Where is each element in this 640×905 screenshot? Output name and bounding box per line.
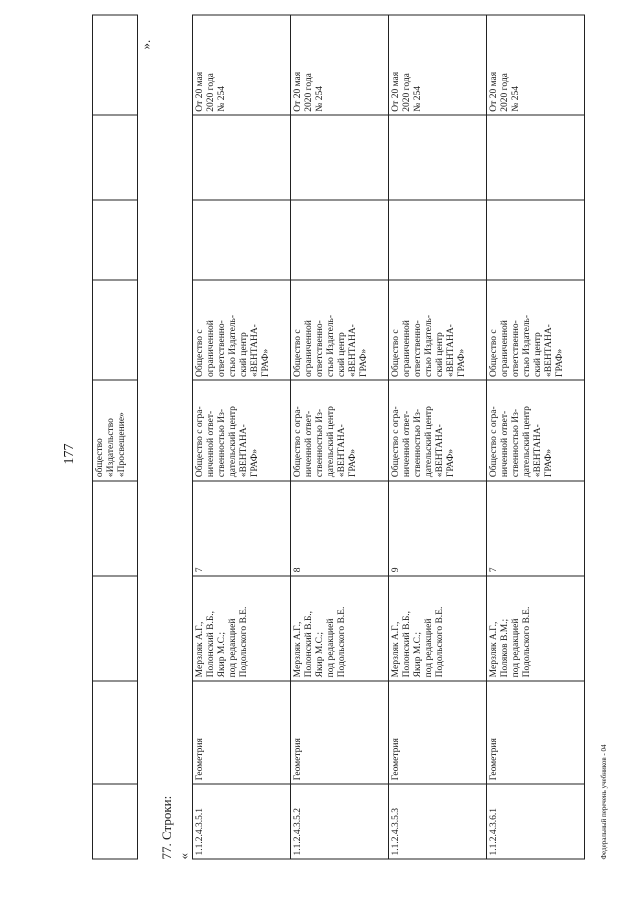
row-publisher-2: Общество с ограниченной ответственно- стью Издатель- ский центр «ВЕНТАНА- ГРАФ» xyxy=(389,280,487,380)
row-date: От 20 мая 2020 года № 254 xyxy=(487,15,585,115)
continuation-table xyxy=(92,15,138,860)
page-number: 177 xyxy=(62,443,77,465)
row-authors: Мерзляк А.Г., Полонский В.Б., Якир М.С.; под редакцией Подольского В.Е. xyxy=(291,576,389,681)
row-authors: Мерзляк А.Г., Полонский В.Б., Якир М.С.; под редакцией Подольского В.Е. xyxy=(389,576,487,681)
row-subject: Геометрия xyxy=(389,681,487,784)
row-date: От 20 мая 2020 года № 254 xyxy=(389,15,487,115)
table-row xyxy=(193,15,291,859)
row-grade: 8 xyxy=(291,481,389,576)
row-subject: Геометрия xyxy=(487,681,585,784)
row-code: 1.1.2.4.3.5.2 xyxy=(291,784,389,859)
row-date: От 20 мая 2020 года № 254 xyxy=(291,15,389,115)
table-row xyxy=(487,15,585,859)
section-title: 77. Строки: xyxy=(159,795,174,860)
row-subject: Геометрия xyxy=(193,681,291,784)
row-publisher: Общество с огра- ниченной ответ- ственностью Из- дательский центр «ВЕНТАНА- ГРАФ» xyxy=(487,380,585,480)
row-publisher: Общество с огра- ниченной ответ- ственностью Из- дательский центр «ВЕНТАНА- ГРАФ» xyxy=(193,380,291,480)
row-code: 1.1.2.4.3.5.1 xyxy=(193,784,291,859)
row-publisher-2: Общество с ограниченной ответственно- стью Издатель- ский центр «ВЕНТАНА- ГРАФ» xyxy=(193,280,291,380)
row-authors: Мерзляк А.Г., Полонский В.Б., Якир М.С.; под редакцией Подольского В.Е. xyxy=(193,576,291,681)
row-code: 1.1.2.4.3.5.3 xyxy=(389,784,487,859)
table-row xyxy=(389,15,487,859)
open-quote: « xyxy=(176,853,191,860)
row-date: От 20 мая 2020 года № 254 xyxy=(193,15,291,115)
row-publisher: Общество с огра- ниченной ответ- ственностью Из- дательский центр «ВЕНТАНА- ГРАФ» xyxy=(389,380,487,480)
row-publisher: Общество с огра- ниченной ответ- ственностью Из- дательский центр «ВЕНТАНА- ГРАФ» xyxy=(291,380,389,480)
row-grade: 7 xyxy=(487,481,585,576)
row-publisher-2: Общество с ограниченной ответственно- стью Издатель- ский центр «ВЕНТАНА- ГРАФ» xyxy=(291,280,389,380)
row-authors: Мерзляк А.Г., Поляков В.М.; под редакцией Подольского В.Е. xyxy=(487,576,585,681)
row-grade: 7 xyxy=(193,481,291,576)
close-quote: ». xyxy=(138,39,153,50)
publisher-cell: общество «Издательство «Просвещение» xyxy=(93,380,138,480)
row-subject: Геометрия xyxy=(291,681,389,784)
textbook-table xyxy=(192,15,585,860)
row-publisher-2: Общество с ограниченной ответственно- стью Издатель- ский центр «ВЕНТАНА- ГРАФ» xyxy=(487,280,585,380)
row-grade: 9 xyxy=(389,481,487,576)
table-row xyxy=(291,15,389,859)
rotated-content xyxy=(20,10,620,895)
row-code: 1.1.2.4.3.6.1 xyxy=(487,784,585,859)
footer-text: Федеральный перечень учебников - 04 xyxy=(600,744,608,860)
